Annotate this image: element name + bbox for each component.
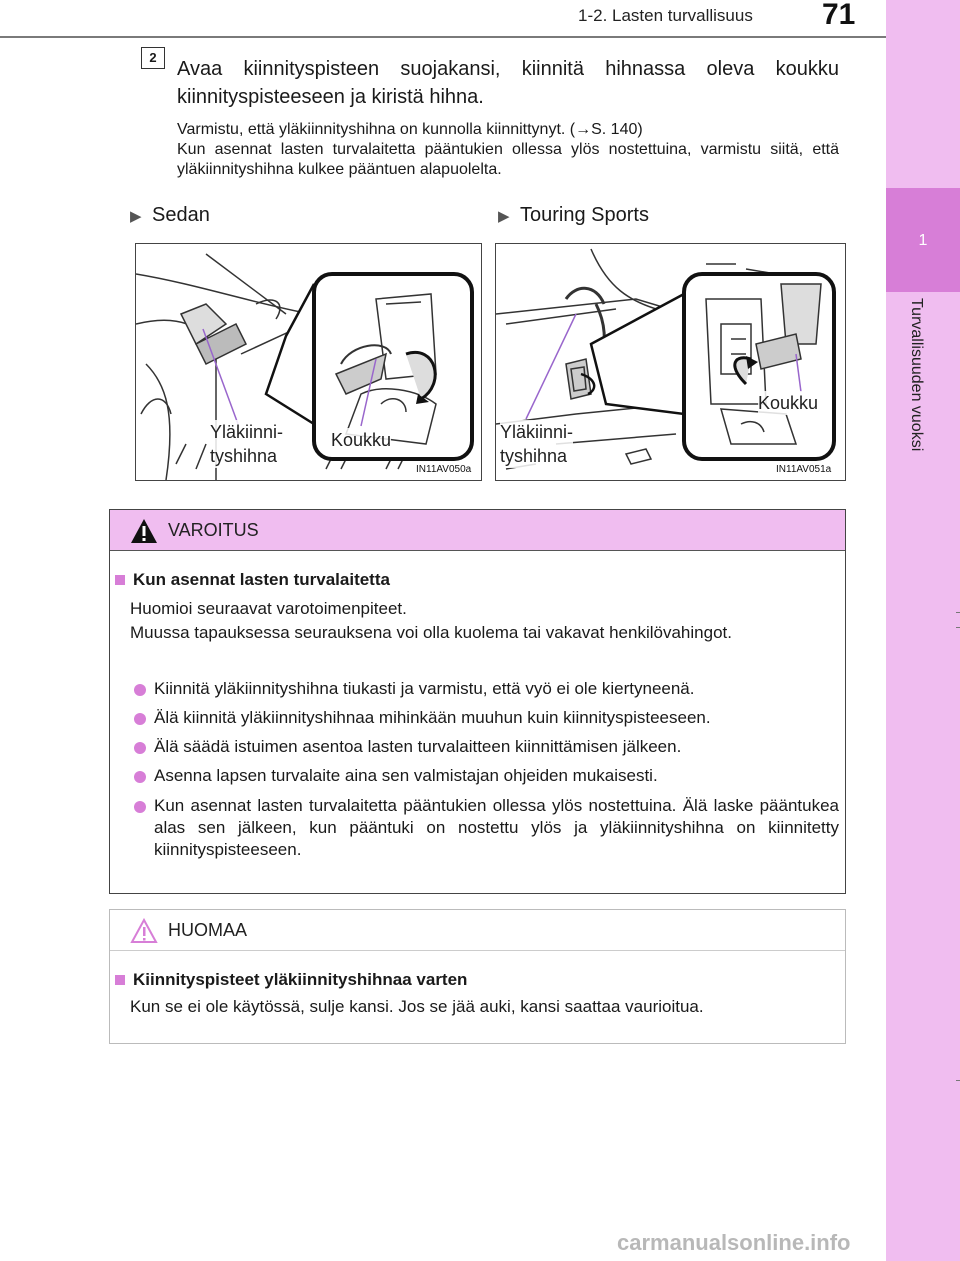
side-tick [956,627,960,628]
header-rule [0,36,886,38]
bullet-icon [134,713,146,725]
step-note [177,120,839,180]
caution-outline-icon [130,918,158,944]
step-note-line: Kun asennat lasten turvalaitetta pääntukien ollessa ylös nostettuina, varmistu siitä, että yläkiinnityshihna kulkee pääntuen alapuolelta. [177,141,839,178]
triangle-icon: ▶ [130,208,142,225]
notice-box [109,909,846,1044]
figure-code: IN11AV051a [776,464,832,475]
chapter-number: 1 [918,232,928,249]
warning-box [109,509,846,894]
notice-header [110,910,845,951]
warning-item: Asenna lapsen turvalaite aina sen valmistajan ohjeiden mukaisesti. [154,766,658,785]
bullet-icon [134,684,146,696]
figure-heading-sedan [130,204,210,227]
warning-intro: Huomioi seuraavat varotoimenpiteet. [130,599,407,618]
warning-item: Kun asennat lasten turvalaitetta pääntukien ollessa ylös nostettuina. Älä laske pääntukea alas sen jälkeen, kun pääntuki on nostettu ylös ja yläkiinnityshihna on kiinnitetty kiinnityspisteeseen. [154,796,839,859]
warning-item: Älä säädä istuimen asentoa lasten turvalaitteen kiinnittämisen jälkeen. [154,737,682,756]
label-top-tether: Yläkiinni- tyshihna [500,422,574,466]
step-instruction: Avaa kiinnityspisteen suojakansi, kiinnitä hihnassa oleva koukku kiinnityspisteeseen ja kiristä hihna. [177,58,839,108]
heading-square-icon [115,975,125,985]
sedan-illustration [136,244,481,480]
figure-sedan [135,243,482,481]
triangle-icon: ▶ [498,208,510,225]
bullet-icon [134,742,146,754]
heading-square-icon [115,575,125,585]
bullet-icon [134,771,146,783]
warning-heading: Kun asennat lasten turvalaitetta [133,570,390,589]
page-number: 71 [822,0,856,31]
label-hook: Koukku [758,393,819,413]
side-tick [956,1080,960,1081]
step-note-line: Varmistu, että yläkiinnityshihna on kunnolla kiinnittynyt. (→S. 140) [177,121,643,138]
notice-text: Kun se ei ole käytössä, sulje kansi. Jos se jää auki, kansi saattaa vaurioitua. [130,997,704,1016]
warning-header [110,510,845,551]
chapter-title: Turvallisuuden vuoksi [908,298,925,452]
label-top-tether: Yläkiinni- tyshihna [210,422,284,466]
watermark: carmanualsonline.info [617,1230,851,1255]
warning-item: Älä kiinnitä yläkiinnityshihnaa mihinkään muuhun kuin kiinnityspisteeseen. [154,708,711,727]
warning-icon [130,518,158,544]
notice-heading: Kiinnityspisteet yläkiinnityshihnaa varten [133,970,468,989]
warning-title: VAROITUS [168,520,259,540]
figure-heading-text: Sedan [152,204,210,226]
warning-item: Kiinnitä yläkiinnityshihna tiukasti ja varmistu, että vyö ei ole kiertyneenä. [154,679,695,698]
figure-heading-touring [498,204,649,227]
figure-heading-text: Touring Sports [520,204,649,226]
notice-title: HUOMAA [168,920,248,940]
warning-consequence: Muussa tapauksessa seurauksena voi olla kuolema tai vakavat henkilövahingot. [130,623,732,642]
section-title: 1-2. Lasten turvallisuus [578,6,753,25]
figure-touring [495,243,846,481]
side-tick [956,612,960,613]
label-hook: Koukku [331,430,392,450]
bullet-icon [134,801,146,813]
figure-code: IN11AV050a [416,464,472,475]
step-number: 2 [141,47,165,69]
